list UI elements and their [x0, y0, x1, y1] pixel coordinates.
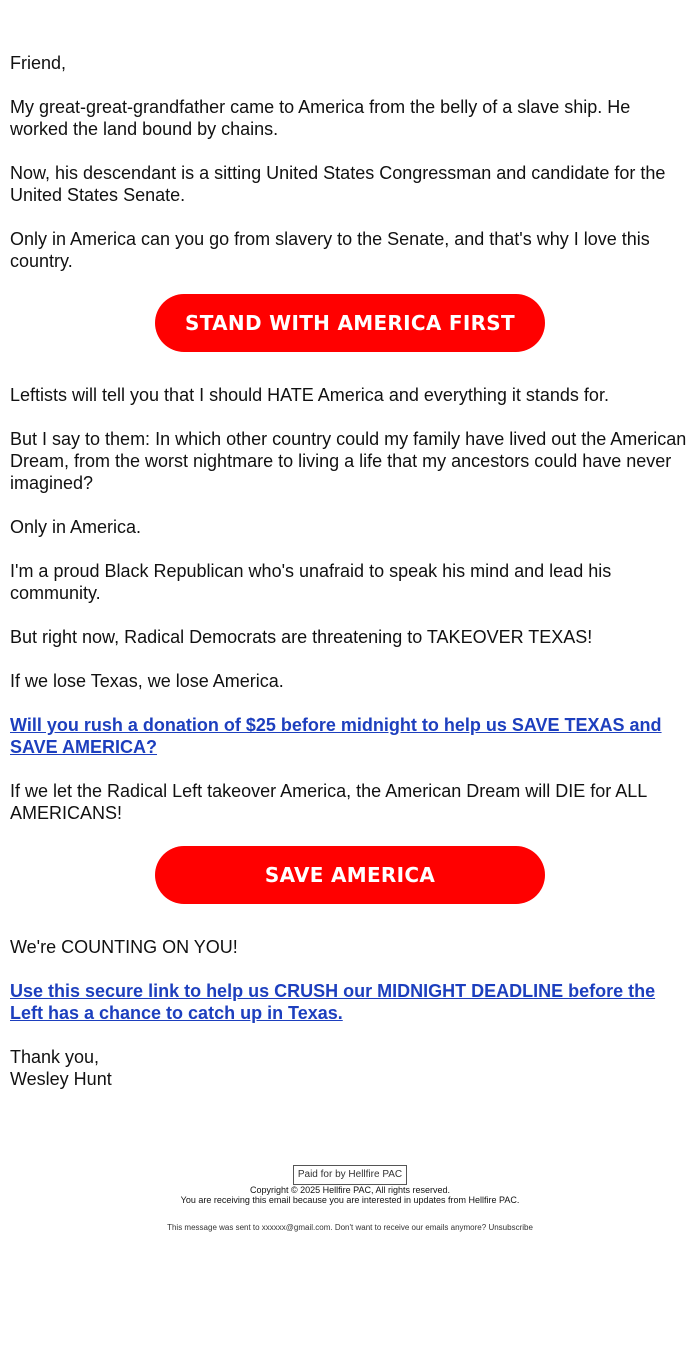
- paragraph-ancestry: My great-great-grandfather came to America from the belly of a slave ship. He worked the land bound by chains.: [10, 97, 631, 139]
- signoff-name: Wesley Hunt: [10, 1069, 112, 1089]
- paragraph-counting-on-you: We're COUNTING ON YOU!: [10, 937, 238, 957]
- paid-for-disclaimer: Paid for by Hellfire PAC: [293, 1165, 407, 1185]
- save-america-button[interactable]: SAVE AMERICA: [155, 846, 545, 904]
- paragraph-only-in-america-short: Only in America.: [10, 517, 142, 537]
- paragraph-proud-republican: I'm a proud Black Republican who's unafraid to speak his mind and lead his community.: [10, 561, 612, 603]
- email-footer: [0, 1164, 700, 1233]
- paragraph-leftists: Leftists will tell you that I should HATE America and everything it stands for.: [10, 385, 609, 405]
- cta-wrapper-1: [10, 294, 690, 352]
- receiving-reason-text: You are receiving this email because you are interested in updates from Hellfire PAC.: [180, 1195, 520, 1205]
- stand-with-america-first-button[interactable]: STAND WITH AMERICA FIRST: [155, 294, 545, 352]
- greeting: Friend,: [10, 53, 67, 73]
- paragraph-only-in-america: Only in America can you go from slavery to the Senate, and that's why I love this country.: [10, 229, 650, 271]
- paragraph-lose-texas: If we lose Texas, we lose America.: [10, 671, 284, 691]
- donation-link[interactable]: Will you rush a donation of $25 before midnight to help us SAVE TEXAS and SAVE AMERICA?: [10, 715, 662, 757]
- copyright-text: Copyright © 2025 Hellfire PAC, All rights reserved.: [249, 1185, 451, 1195]
- signoff-thank-you: Thank you,: [10, 1047, 100, 1067]
- paragraph-radical-left: If we let the Radical Left takeover America, the American Dream will DIE for ALL AMERICANS!: [10, 781, 647, 823]
- unsubscribe-link[interactable]: Unsubscribe: [488, 1223, 533, 1232]
- sent-to-text: This message was sent to xxxxxx@gmail.com. Don't want to receive our emails anymore?: [167, 1223, 487, 1232]
- sent-to-line: [0, 1223, 700, 1233]
- paragraph-takeover-texas: But right now, Radical Democrats are threatening to TAKEOVER TEXAS!: [10, 627, 593, 647]
- paragraph-congressman: Now, his descendant is a sitting United States Congressman and candidate for the United States Senate.: [10, 163, 666, 205]
- secure-link[interactable]: Use this secure link to help us CRUSH our MIDNIGHT DEADLINE before the Left has a chance to catch up in Texas.: [10, 981, 656, 1023]
- paragraph-american-dream: But I say to them: In which other country could my family have lived out the American Dream, from the worst nightmare to living a life that my ancestors could have never imagined?: [10, 429, 687, 493]
- cta-wrapper-2: [10, 846, 690, 904]
